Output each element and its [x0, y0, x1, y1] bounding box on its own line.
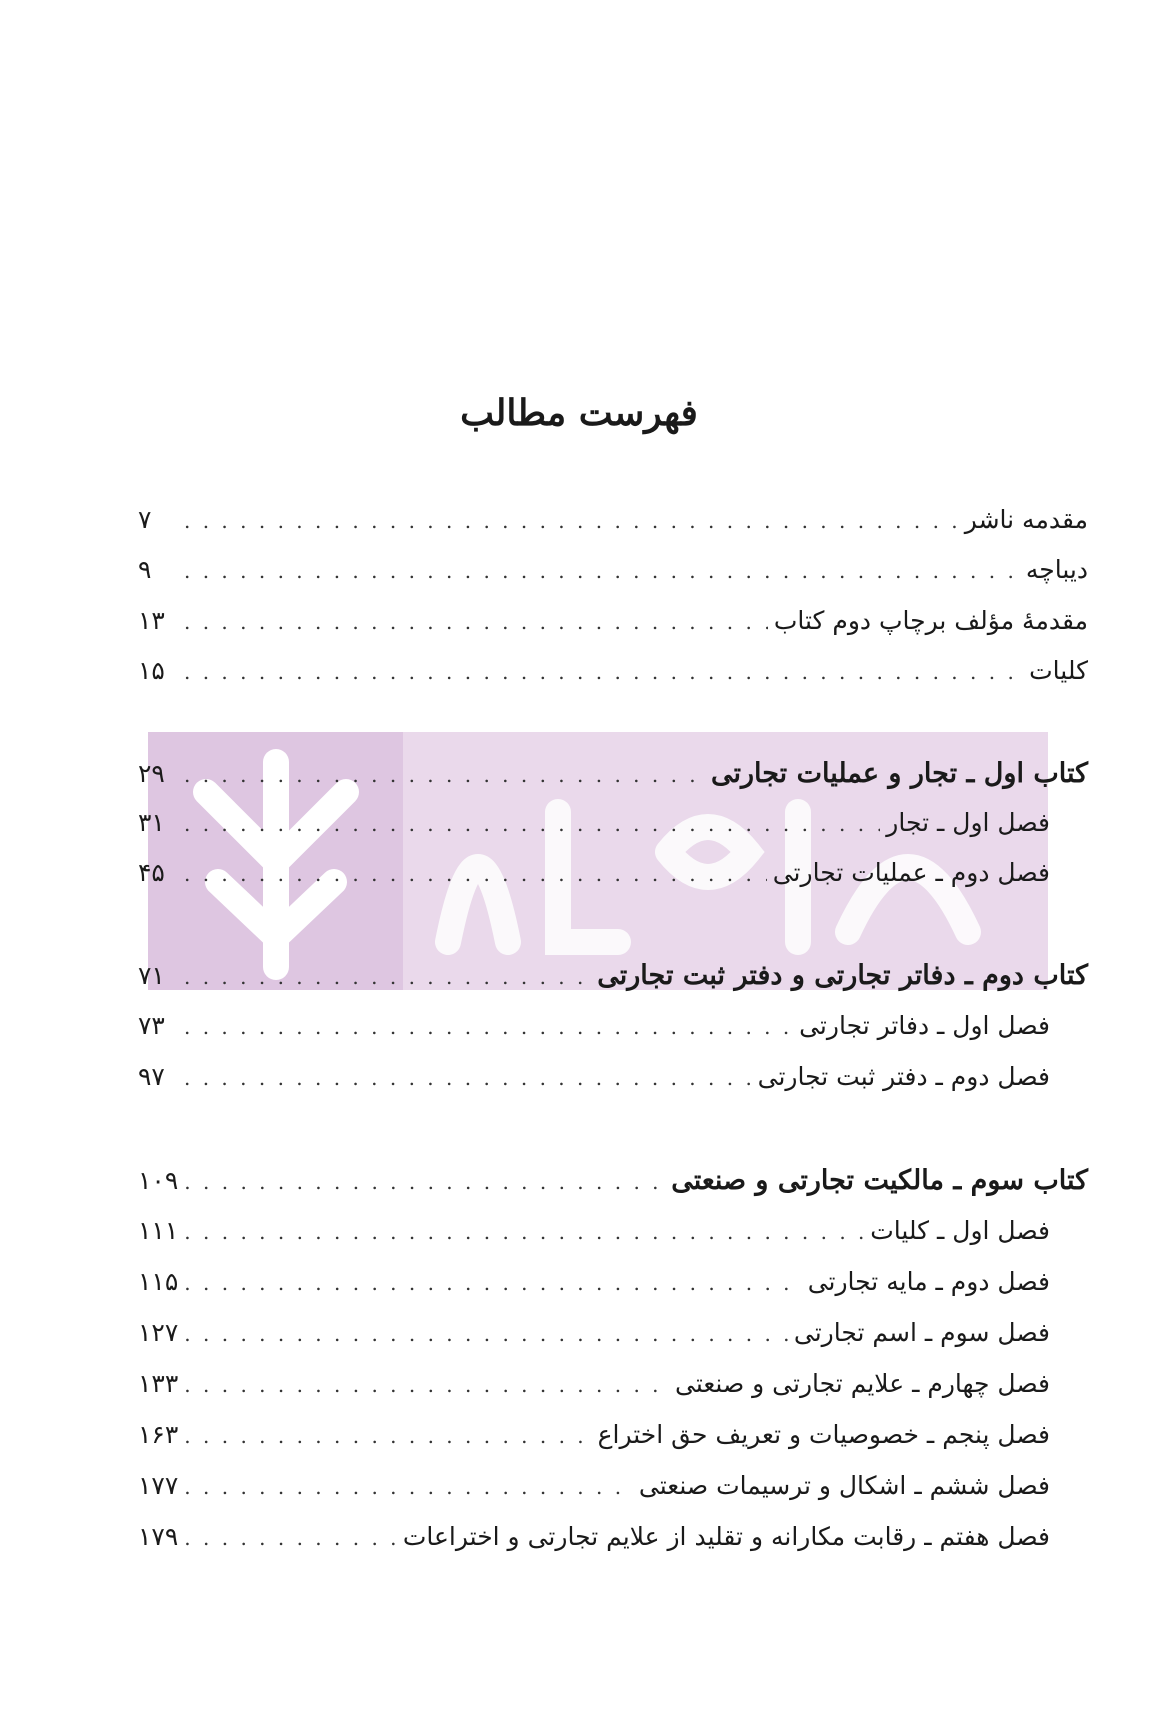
leader-dots [184, 1475, 633, 1499]
leader-dots [184, 1424, 591, 1448]
page-number: ۴۵ [138, 858, 165, 887]
toc-chapter[interactable] [138, 858, 1088, 898]
toc-book-2[interactable] [138, 960, 1088, 1000]
page-number: ۷۱ [138, 961, 165, 990]
leader-dots [184, 763, 705, 787]
page-number: ۱۳۳ [138, 1369, 179, 1398]
toc-entry-preface[interactable] [138, 555, 1088, 595]
chapter-title: فصل دوم ـ دفتر ثبت تجارتی [757, 1062, 1050, 1091]
toc-entry-author-intro[interactable] [138, 606, 1088, 646]
page-number: ۷۳ [138, 1011, 165, 1040]
leader-dots [184, 559, 1020, 583]
leader-dots [184, 1373, 669, 1397]
page-number: ۱۱۱ [138, 1216, 179, 1245]
page-number: ۹۷ [138, 1062, 165, 1091]
leader-dots [184, 812, 880, 836]
page-number: ۱۶۳ [138, 1420, 179, 1449]
leader-dots [184, 610, 768, 634]
entry-title: دیباچه [1025, 555, 1088, 584]
toc-chapter[interactable] [138, 1522, 1088, 1562]
leader-dots [184, 1271, 801, 1295]
toc-chapter[interactable] [138, 1318, 1088, 1358]
chapter-title: فصل سوم ـ اسم تجارتی [793, 1318, 1050, 1347]
toc-chapter[interactable] [138, 1267, 1088, 1307]
entry-title: مقدمهٔ مؤلف برچاپ دوم کتاب [773, 606, 1088, 635]
chapter-title: فصل دوم ـ عملیات تجارتی [772, 858, 1050, 887]
toc-chapter[interactable] [138, 1011, 1088, 1051]
toc-chapter[interactable] [138, 1471, 1088, 1511]
leader-dots [184, 862, 767, 886]
page-number: ۱۷۹ [138, 1522, 179, 1551]
toc-chapter[interactable] [138, 1369, 1088, 1409]
page-number: ۲۹ [138, 759, 165, 788]
toc-entry-publisher-intro[interactable] [138, 505, 1088, 545]
toc-chapter[interactable] [138, 1420, 1088, 1460]
page-number: ۱۵ [138, 656, 165, 685]
toc-book-1[interactable] [138, 758, 1088, 798]
leader-dots [184, 1220, 864, 1244]
page-number: ۱۰۹ [138, 1166, 179, 1195]
leader-dots [184, 1170, 665, 1194]
page-number: ۷ [138, 505, 152, 534]
chapter-title: فصل اول ـ دفاتر تجارتی [799, 1011, 1050, 1040]
book-title: کتاب اول ـ تجار و عملیات تجارتی [710, 758, 1088, 789]
toc-entry-generalities[interactable] [138, 656, 1088, 696]
chapter-title: فصل اول ـ تجار [886, 808, 1050, 837]
page-title: فهرست مطالب [460, 392, 698, 434]
leader-dots [184, 1066, 752, 1090]
page-number: ۱۱۵ [138, 1267, 179, 1296]
chapter-title: فصل چهارم ـ علایم تجارتی و صنعتی [674, 1369, 1050, 1398]
toc-chapter[interactable] [138, 808, 1088, 848]
toc-chapter[interactable] [138, 1216, 1088, 1256]
page-number: ۹ [138, 555, 152, 584]
chapter-title: فصل ششم ـ اشکال و ترسیمات صنعتی [638, 1471, 1050, 1500]
chapter-title: فصل پنجم ـ خصوصیات و تعریف حق اختراع [597, 1420, 1050, 1449]
chapter-title: فصل هفتم ـ رقابت مکارانه و تقلید از علایم تجارتی و اختراعات [402, 1522, 1050, 1551]
toc-book-3[interactable] [138, 1165, 1088, 1205]
chapter-title: فصل دوم ـ مایه تجارتی [807, 1267, 1050, 1296]
entry-title: مقدمه ناشر [964, 505, 1088, 534]
leader-dots [184, 509, 959, 533]
chapter-title: فصل اول ـ کلیات [870, 1216, 1050, 1245]
leader-dots [184, 1322, 788, 1346]
leader-dots [184, 660, 1023, 684]
book-title: کتاب سوم ـ مالکیت تجارتی و صنعتی [671, 1165, 1088, 1196]
page-number: ۱۳ [138, 606, 165, 635]
entry-title: کلیات [1029, 656, 1088, 685]
leader-dots [184, 965, 591, 989]
page-number: ۱۲۷ [138, 1318, 179, 1347]
leader-dots [184, 1015, 793, 1039]
toc-chapter[interactable] [138, 1062, 1088, 1102]
page-number: ۳۱ [138, 808, 165, 837]
page-number: ۱۷۷ [138, 1471, 179, 1500]
leader-dots [184, 1526, 397, 1550]
book-title: کتاب دوم ـ دفاتر تجارتی و دفتر ثبت تجارتی [597, 960, 1088, 991]
